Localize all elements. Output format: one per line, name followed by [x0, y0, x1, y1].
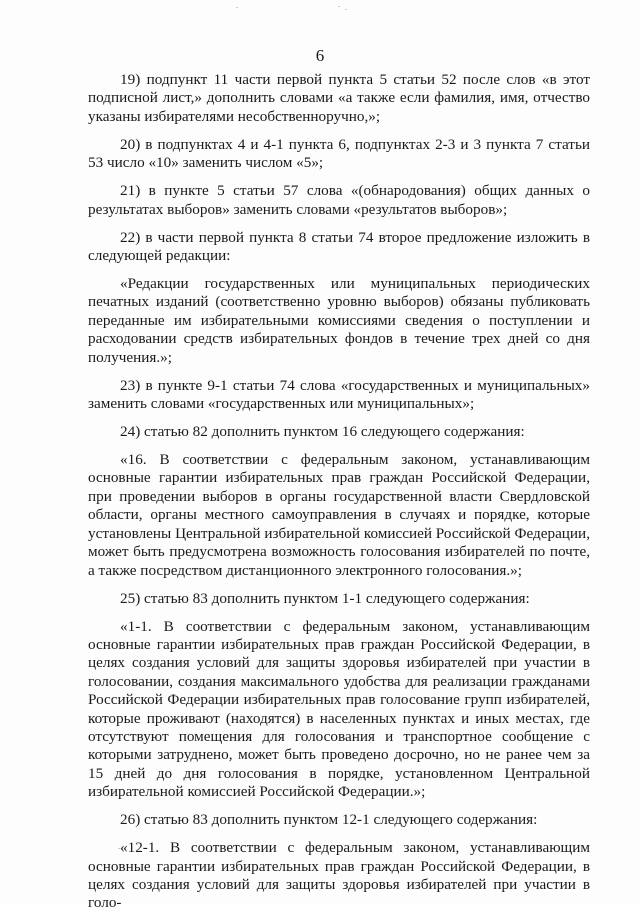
paragraph-item-26: 26) статью 83 дополнить пунктом 12-1 следующего содержания:: [120, 811, 538, 829]
paragraph-item-20: 20) в подпунктах 4 и 4-1 пункта 6, подпунктах 2-3 и 3 пункта 7 статьи 53 число «10» заменить числом «5»;: [88, 135, 590, 172]
quoted-clause-12-1: «12-1. В соответствии с федеральным законом, устанавливающим основные гарантии избирательных прав граждан Российской Федерации, в целях создания условий для защиты здоровья избирателей при участии в голо-: [88, 839, 590, 912]
paragraph-item-22: 22) в части первой пункта 8 статьи 74 второе предложение изложить в следующей редакции:: [88, 228, 590, 265]
paragraph-item-25: 25) статью 83 дополнить пунктом 1-1 следующего содержания:: [120, 589, 530, 607]
quoted-clause-16: «16. В соответствии с федеральным законом, устанавливающим основные гарантии избирательных прав граждан Российской Федерации, при проведении выборов в органы государственной власти Свердловской области, органы местного самоуправления в случаях и порядке, которые установлены Центральной избирательной комиссией Российской Федерации, может быть предусмотрена возможность голосования избирателей по почте, а также посредством дистанционного электронного голосования.»;: [88, 451, 590, 579]
quoted-clause-1-1: «1-1. В соответствии с федеральным законом, устанавливающим основные гарантии избирательных прав граждан Российской Федерации, в целях создания условий для защиты здоровья избирателей при участии в голосовании, создания максимального удобства для реализации гражданами Российской Федерации избирательных прав голосование групп избирателей, которые проживают (находятся) в населенных пунктах и иных местах, где отсутствуют помещения для голосования и транспортное сообщение с которыми затруднено, может быть проведено досрочно, но не ранее чем за 15 дней до дня голосования в порядке, установленном Центральной избирательной комиссией Российской Федерации.»;: [88, 617, 590, 801]
paragraph-item-23: 23) в пункте 9-1 статьи 74 слова «государственных и муниципальных» заменить словами «государственных или муниципальных»;: [88, 376, 590, 413]
paragraph-item-24: 24) статью 82 дополнить пунктом 16 следующего содержания:: [120, 423, 525, 441]
quoted-amendment-text: «Редакции государственных или муниципальных периодических печатных изданий (соответственно уровню выборов) обязаны публиковать переданные им избирательными комиссиями сведения о поступлении и расходовании средств избирательных фондов в течение трех дней со дня получения.»;: [88, 275, 590, 366]
scan-artifact: [338, 6, 340, 7]
scan-artifact: [236, 7, 238, 8]
page-number: 6: [315, 46, 325, 65]
scan-artifact: [345, 9, 347, 10]
paragraph-item-21: 21) в пункте 5 статьи 57 слова «(обнародования) общих данных о результатах выборов» заменить словами «результатов выборов»;: [88, 182, 590, 218]
document-body: [88, 71, 590, 922]
paragraph-item-19: 19) подпункт 11 части первой пункта 5 статьи 52 после слов «в этот подписной лист,» дополнить словами «а также если фамилия, имя, отчество указаны избирателями несобственноручно,»;: [88, 71, 590, 125]
